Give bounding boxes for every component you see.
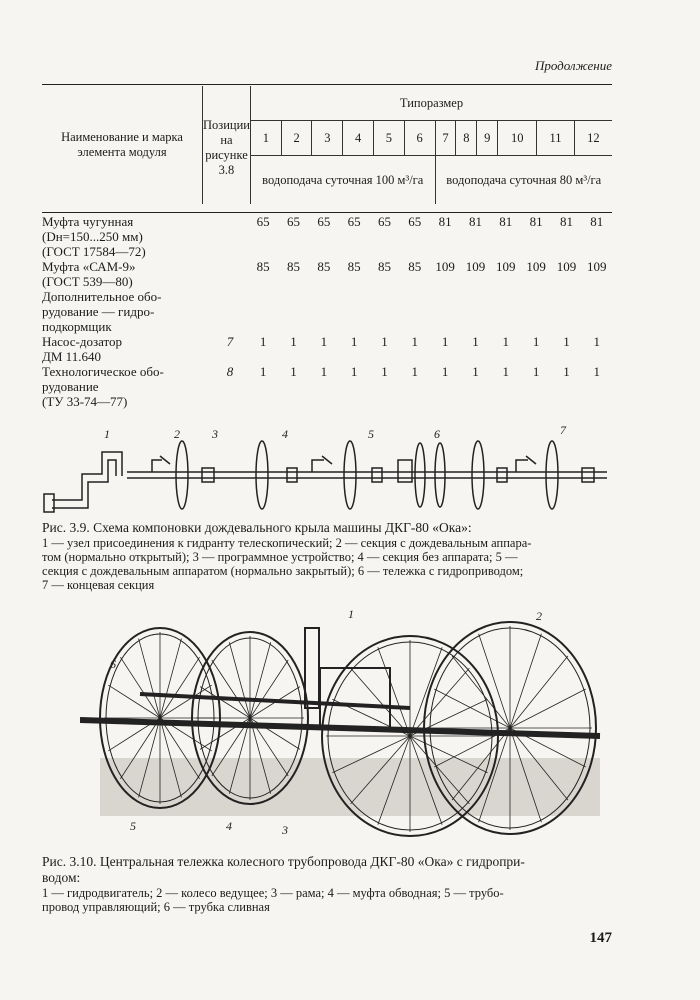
- spec-table-body: [42, 214, 612, 409]
- figure-label: 4: [282, 427, 288, 441]
- row-value: 1: [563, 334, 570, 349]
- row-value: 1: [259, 334, 267, 349]
- continuation-label: Продолжение: [534, 58, 612, 73]
- row-value: 1: [290, 364, 297, 379]
- row-name-line: подкормщик: [42, 319, 112, 334]
- row-value: 65: [286, 214, 300, 229]
- size-number: 4: [343, 121, 374, 156]
- size-number: 2: [281, 121, 312, 156]
- row-value: 81: [438, 214, 452, 229]
- row-value: 1: [381, 334, 388, 349]
- row-value: 85: [408, 259, 422, 274]
- row-value: 85: [286, 259, 300, 274]
- row-value: 1: [472, 364, 479, 379]
- figure-label: 6: [110, 657, 116, 671]
- caption-line: 1 — узел присоединения к гидранту телескопический; 2 — секция с дождевальным аппара-: [42, 536, 532, 550]
- size-number: 10: [498, 121, 537, 156]
- row-value: 109: [465, 259, 486, 274]
- row-value: 1: [472, 334, 479, 349]
- row-value: 1: [441, 334, 449, 349]
- table-row: [42, 289, 612, 334]
- row-position: 7: [226, 334, 234, 349]
- row-value: 65: [377, 214, 391, 229]
- size-number: 3: [312, 121, 343, 156]
- row-name-line: Муфта чугунная: [42, 214, 134, 229]
- row-value: 1: [441, 364, 449, 379]
- row-value: 81: [468, 214, 482, 229]
- figure-label: 2: [174, 427, 180, 441]
- row-value: 1: [320, 364, 328, 379]
- row-name-line: Дополнительное обо-: [42, 289, 162, 304]
- wheel-spoke: [160, 657, 200, 718]
- row-position: 8: [226, 364, 234, 379]
- row-value: 81: [529, 214, 543, 229]
- row-value: 81: [590, 214, 604, 229]
- row-value: 85: [317, 259, 331, 274]
- table-top-rule: [42, 84, 612, 85]
- figure-3-10-title-1: Рис. 3.10. Центральная тележка колесного трубопровода ДКГ-80 «Ока» с гидропри-: [42, 854, 525, 869]
- row-value: 1: [290, 334, 297, 349]
- figure-label: 6: [434, 427, 440, 441]
- row-value: 109: [526, 259, 546, 274]
- row-value: 109: [496, 259, 516, 274]
- table-row: [42, 214, 612, 259]
- caption-line: секция с дождевальным аппаратом (нормально закрытый); 6 — тележка с гидроприводом;: [42, 564, 524, 578]
- row-name-line: (Dн=150...250 мм): [42, 229, 143, 244]
- figure-label: 2: [536, 609, 542, 623]
- size-number: 5: [373, 121, 404, 156]
- row-value: 109: [587, 259, 607, 274]
- row-value: 81: [499, 214, 513, 229]
- row-value: 85: [377, 259, 391, 274]
- row-value: 65: [317, 214, 331, 229]
- row-value: 1: [532, 364, 540, 379]
- wheels: [176, 441, 558, 509]
- size-number: 8: [456, 121, 477, 156]
- group-header-80: водоподача суточная 80 м³/га: [435, 156, 612, 205]
- row-value: 1: [350, 364, 358, 379]
- table-row: [42, 334, 612, 364]
- figure-label: 3: [212, 427, 218, 441]
- row-name-line: рудование: [42, 379, 99, 394]
- group-header-100: водоподача суточная 100 м³/га: [250, 156, 435, 205]
- figure-3-10-title-2: водом:: [42, 870, 81, 885]
- row-name-line: Насос-дозатор: [42, 334, 123, 349]
- row-value: 1: [502, 334, 510, 349]
- row-value: 1: [563, 364, 570, 379]
- row-name-line: (ТУ 33-74—77): [42, 394, 128, 409]
- wheel-spoke: [452, 656, 510, 728]
- caption-line: 1 — гидродвигатель; 2 — колесо ведущее; 3 — рама; 4 — муфта обводная; 5 — трубо-: [42, 886, 504, 900]
- row-value: 109: [435, 259, 455, 274]
- row-value: 1: [411, 364, 419, 379]
- row-value: 1: [320, 334, 328, 349]
- column-header-position: Позиции на рисунке 3.8: [203, 86, 251, 204]
- row-value: 1: [593, 364, 601, 379]
- row-name-line: Технологическое обо-: [42, 364, 164, 379]
- row-name-line: (ГОСТ 539—80): [42, 274, 133, 289]
- row-name-line: ДМ 11.640: [42, 349, 101, 364]
- figure-label: 5: [130, 819, 136, 833]
- size-number: 9: [477, 121, 498, 156]
- wheel-spoke: [120, 657, 160, 718]
- row-value: 1: [532, 334, 540, 349]
- caption-line: том (нормально открытый); 3 — программное устройство; 4 — секция без аппарата; 5 —: [42, 550, 518, 564]
- page-number: 147: [589, 930, 612, 946]
- row-name-line: Муфта «САМ-9»: [42, 259, 136, 274]
- figure-label: 1: [348, 608, 354, 621]
- row-value: 1: [593, 334, 601, 349]
- row-value: 1: [381, 364, 388, 379]
- wheel-spoke: [510, 656, 568, 728]
- size-number: 12: [574, 121, 612, 156]
- figure-label: 5: [368, 427, 374, 441]
- column-header-name: Наименование и марка элемента модуля: [61, 130, 183, 159]
- size-number: 6: [404, 121, 435, 156]
- size-number: 11: [537, 121, 575, 156]
- size-number: 1: [250, 121, 281, 156]
- sprinkler-wing-diagram: [42, 424, 612, 520]
- spec-table-header: [42, 86, 612, 204]
- cart-illustration: [80, 608, 620, 848]
- size-number: 7: [435, 121, 456, 156]
- row-name-line: рудование — гидро-: [42, 304, 155, 319]
- caption-line: провод управляющий; 6 — трубка сливная: [42, 900, 270, 914]
- column-header-size: Типоразмер: [250, 86, 612, 121]
- figure-label: 4: [226, 819, 232, 833]
- row-value: 65: [256, 214, 270, 229]
- row-value: 109: [556, 259, 577, 274]
- caption-line: 7 — концевая секция: [42, 578, 155, 592]
- wheel-spoke: [250, 660, 288, 718]
- figure-3-9-caption: [42, 520, 612, 592]
- row-value: 85: [256, 259, 270, 274]
- figure-3-9-title: Рис. 3.9. Схема компоновки дождевального крыла машины ДКГ-80 «Ока»:: [42, 520, 472, 535]
- row-value: 85: [347, 259, 361, 274]
- row-value: 65: [347, 214, 361, 229]
- row-value: 1: [350, 334, 358, 349]
- table-row: [42, 364, 612, 409]
- row-value: 1: [502, 364, 510, 379]
- table-row: [42, 259, 612, 289]
- table-header-rule: [42, 212, 612, 213]
- row-value: 1: [259, 364, 267, 379]
- figure-3-10-caption: [42, 854, 612, 914]
- row-name-line: (ГОСТ 17584—72): [42, 244, 146, 259]
- row-value: 65: [408, 214, 422, 229]
- row-value: 1: [411, 334, 419, 349]
- figure-label: 1: [104, 427, 110, 441]
- row-value: 81: [559, 214, 573, 229]
- figure-label: 3: [282, 823, 288, 837]
- figure-label: 7: [560, 424, 566, 437]
